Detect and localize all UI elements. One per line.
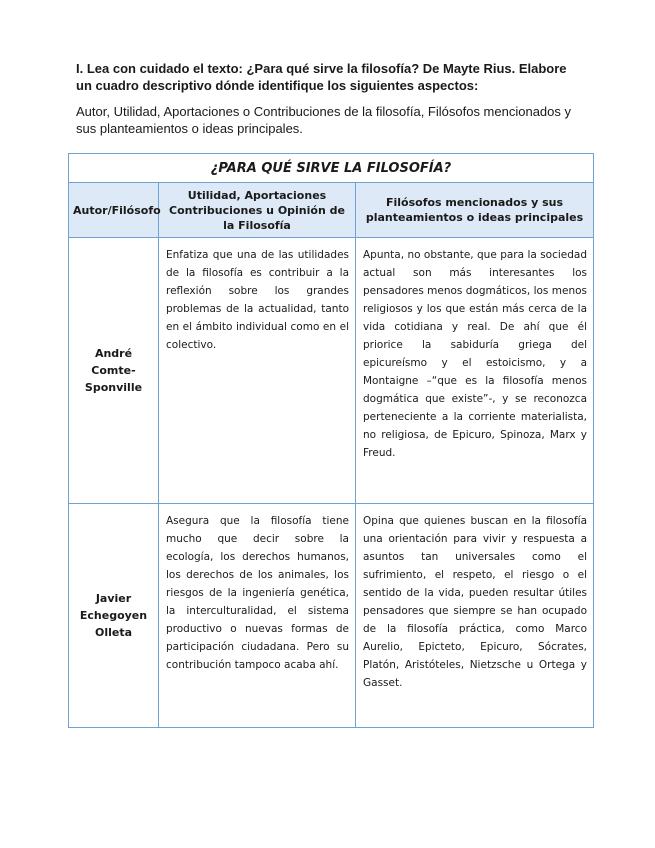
table-title-row bbox=[69, 154, 594, 183]
author-cell: André Comte-Sponville bbox=[69, 238, 159, 504]
descriptive-table bbox=[68, 153, 594, 728]
utility-cell: Enfatiza que una de las utilidades de la filosofía es contribuir a la reflexión sobre los grandes problemas de la actualidad, tanto en el ámbito individual como en el colectivo. bbox=[159, 238, 356, 504]
header-author: Autor/Filósofo bbox=[69, 183, 159, 238]
header-utility: Utilidad, Aportaciones Contribuciones u Opinión de la Filosofía bbox=[159, 183, 356, 238]
instructions-text: I. Lea con cuidado el texto: ¿Para qué sirve la filosofía? De Mayte Rius. Elabore un cuadro descriptivo dónde identifique los siguientes aspectos: bbox=[76, 61, 567, 93]
philosophers-cell: Opina que quienes buscan en la filosofía una orientación para vivir y respuesta a asuntos tan universales como el sufrimiento, el respeto, el riesgo o el sentido de la vida, pueden resultar útiles pensadores que siempre se han ocupado de la filosofía práctica, como Marco Aurelio, Epicteto, Epicuro, Sócrates, Platón, Aristóteles, Nietzsche u Ortega y Gasset. bbox=[356, 504, 594, 728]
aspects-text: Autor, Utilidad, Aportaciones o Contribuciones de la filosofía, Filósofos mencionados y sus planteamientos o ideas principales. bbox=[76, 104, 571, 136]
author-cell: Javier Echegoyen Olleta bbox=[69, 504, 159, 728]
table-header-row bbox=[69, 183, 594, 238]
utility-cell: Asegura que la filosofía tiene mucho que decir sobre la ecología, los derechos humanos, los derechos de los animales, los riesgos de la ingeniería genética, la interculturalidad, el sistema productivo o nuevas formas de participación ciudadana. Pero su contribución tampoco acaba ahí. bbox=[159, 504, 356, 728]
table-row bbox=[69, 504, 594, 728]
table-row bbox=[69, 238, 594, 504]
philosophers-cell: Apunta, no obstante, que para la sociedad actual son más interesantes los pensadores menos dogmáticos, los menos religiosos y los que están más cerca de la vida cotidiana y real. De ahí que él priorice la sabiduría griega del epicureísmo y el estoicismo, y a Montaigne –“que es la filosofía menos dogmática que existe”-, y se reconozca perteneciente a la corriente materialista, no religiosa, de Epicuro, Spinoza, Marx y Freud. bbox=[356, 238, 594, 504]
header-philosophers: Filósofos mencionados y sus planteamientos o ideas principales bbox=[356, 183, 594, 238]
table-title: ¿PARA QUÉ SIRVE LA FILOSOFÍA? bbox=[69, 154, 594, 183]
